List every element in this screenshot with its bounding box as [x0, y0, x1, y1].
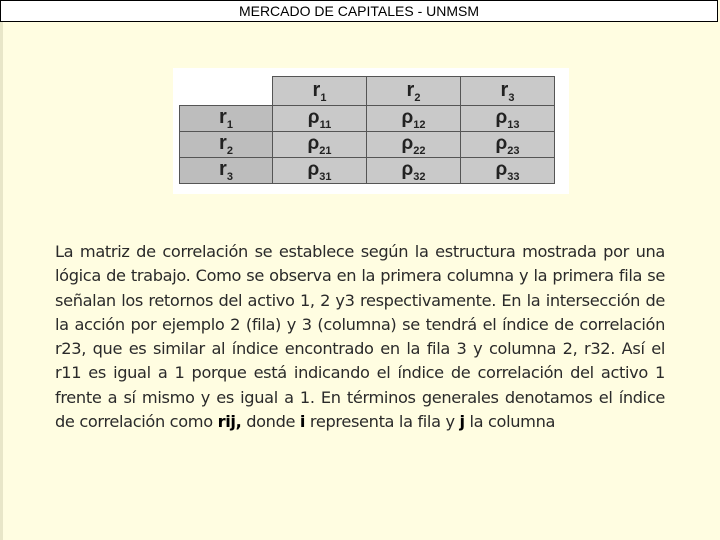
matrix-row [180, 132, 555, 158]
matrix-header-row [180, 77, 555, 106]
slide-header [0, 0, 718, 22]
matrix-row [180, 158, 555, 184]
paragraph-text: La matriz de correlación se establece según la estructura mostrada por una lógica de trabajo. Como se observa en la primera columna y la primera fila se señalan los retornos del activo 1, 2 y3 respectivamente. En la intersección de la acción por ejemplo 2 (fila) y 3 (columna) se tendrá el índice de correlación r23, que es similar al índice encontrado en la fila 3 y columna 2, r32. Así el r11 es igual a 1 porque está indicando el índice de correlación del activo 1 frente a sí mismo y es igual a 1. En términos generales denotamos el índice de correlación como [55, 242, 665, 432]
matrix-corner-cell [180, 77, 273, 106]
explanation-paragraph [55, 240, 665, 434]
matrix-row-header: $r_3$ [180, 158, 273, 184]
paragraph-text: donde [241, 412, 300, 432]
matrix-cell: $\rho_{31}$ [273, 158, 367, 184]
paragraph-text: la columna [464, 412, 556, 432]
left-edge-divider [0, 22, 3, 540]
paragraph-bold-i: i [299, 412, 306, 432]
paragraph-bold-j: j [459, 412, 465, 432]
matrix-cell: $\rho_{21}$ [273, 132, 367, 158]
paragraph-bold-rij: rij, [217, 412, 242, 432]
matrix-cell: $\rho_{33}$ [461, 158, 555, 184]
matrix-col-header: $r_1$ [273, 77, 367, 106]
correlation-matrix-image [173, 68, 569, 194]
matrix-cell: $\rho_{12}$ [367, 106, 461, 132]
correlation-matrix [179, 76, 555, 184]
matrix-cell: $\rho_{13}$ [461, 106, 555, 132]
matrix-row-header: $r_2$ [180, 132, 273, 158]
matrix-row [180, 106, 555, 132]
matrix-cell: $\rho_{23}$ [461, 132, 555, 158]
matrix-col-header: $r_3$ [461, 77, 555, 106]
paragraph-text: representa la fila y [305, 412, 460, 432]
matrix-row-header: $r_1$ [180, 106, 273, 132]
header-title: MERCADO DE CAPITALES - UNMSM [238, 3, 480, 19]
matrix-col-header: $r_2$ [367, 77, 461, 106]
matrix-cell: $\rho_{11}$ [273, 106, 367, 132]
matrix-cell: $\rho_{32}$ [367, 158, 461, 184]
matrix-cell: $\rho_{22}$ [367, 132, 461, 158]
